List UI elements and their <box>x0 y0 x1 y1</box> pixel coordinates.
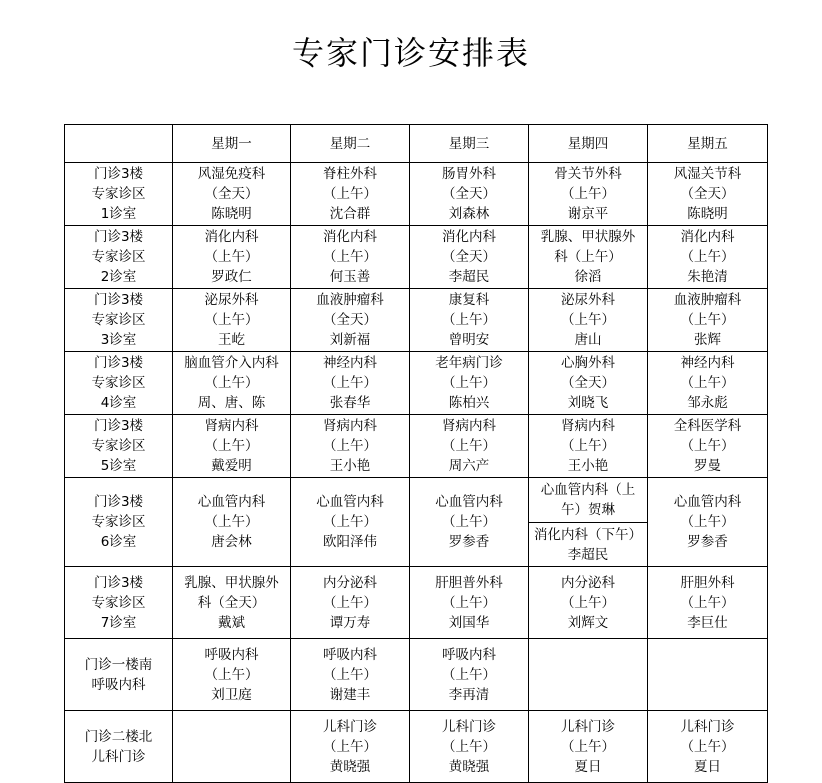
clinic-line: 神经内科 <box>323 355 377 371</box>
clinic-cell <box>173 163 291 226</box>
clinic-line: （上午） <box>680 738 735 755</box>
clinic-line: （上午） <box>323 666 377 683</box>
clinic-cell <box>291 289 410 352</box>
clinic-cell-top <box>529 478 648 523</box>
clinic-line: 肾病内科 <box>561 418 615 434</box>
clinic-line: 消化内科 <box>204 229 259 245</box>
clinic-line: 王屹 <box>218 332 245 348</box>
clinic-line: 午）贺琳 <box>561 502 615 518</box>
clinic-line: （上午） <box>204 438 259 454</box>
clinic-line: 呼吸内科 <box>204 646 259 663</box>
clinic-line: 王小艳 <box>567 458 609 474</box>
room-line: 门诊二楼北 <box>84 728 153 745</box>
clinic-cell <box>291 711 410 783</box>
clinic-line: 邹永彪 <box>687 395 728 411</box>
clinic-line: 泌尿外科 <box>561 292 615 308</box>
clinic-line: 康复科 <box>448 292 490 308</box>
clinic-line: （全天） <box>561 375 615 391</box>
room-line: 5诊室 <box>100 458 137 474</box>
room-cell <box>65 639 173 711</box>
clinic-line: （上午） <box>442 738 496 755</box>
clinic-cell <box>291 163 410 226</box>
clinic-cell <box>410 352 529 415</box>
room-line: 门诊3楼 <box>93 292 144 308</box>
clinic-cell <box>291 226 410 289</box>
clinic-line: 肝胆普外科 <box>435 574 503 591</box>
clinic-line: 刘卫庭 <box>211 686 252 703</box>
clinic-line: 刘森林 <box>448 206 490 222</box>
clinic-line: 沈合群 <box>329 206 371 222</box>
clinic-line: 呼吸内科 <box>442 646 496 663</box>
clinic-line: 刘新福 <box>329 332 371 348</box>
clinic-line: 罗曼 <box>694 458 721 474</box>
clinic-cell <box>529 639 648 711</box>
clinic-line: 消化内科 <box>442 229 496 245</box>
clinic-line: 肾病内科 <box>323 418 377 434</box>
clinic-line: 神经内科 <box>680 355 735 371</box>
clinic-line: （上午） <box>680 249 735 265</box>
clinic-cell <box>173 567 291 639</box>
room-cell <box>65 226 173 289</box>
clinic-cell <box>410 567 529 639</box>
clinic-line: 陈晓明 <box>211 206 252 222</box>
clinic-line: 李超民 <box>567 546 609 563</box>
clinic-cell <box>410 639 529 711</box>
clinic-cell <box>291 567 410 639</box>
clinic-line: （全天） <box>442 249 496 265</box>
clinic-line: （上午） <box>561 186 615 202</box>
clinic-line: 乳腺、甲状腺外 <box>184 574 279 591</box>
clinic-line: 老年病门诊 <box>435 355 503 371</box>
room-line: 4诊室 <box>100 395 137 411</box>
clinic-line: （上午） <box>561 594 615 611</box>
clinic-cell <box>648 639 768 711</box>
clinic-line: （上午） <box>442 438 496 454</box>
clinic-cell <box>173 415 291 478</box>
clinic-line: （上午） <box>323 514 377 530</box>
clinic-cell <box>173 711 291 783</box>
schedule-row <box>65 226 768 289</box>
clinic-line: （上午） <box>561 312 615 328</box>
clinic-line: 曾明安 <box>448 332 490 348</box>
clinic-line: 风湿关节科 <box>673 166 742 182</box>
clinic-line: （上午） <box>323 738 377 755</box>
room-line: 门诊3楼 <box>93 355 144 371</box>
clinic-line: 王小艳 <box>329 458 371 474</box>
clinic-line: （上午） <box>204 514 259 530</box>
clinic-cell <box>529 415 648 478</box>
room-line: 专家诊区 <box>91 249 146 265</box>
clinic-line: （上午） <box>323 249 377 265</box>
clinic-line: 骨关节外科 <box>554 166 622 182</box>
room-line: 专家诊区 <box>91 438 146 454</box>
clinic-line: 唐山 <box>574 332 602 348</box>
clinic-line: 刘晓飞 <box>567 395 609 411</box>
clinic-line: 心血管内科 <box>673 494 742 510</box>
clinic-cell <box>291 639 410 711</box>
room-line: 专家诊区 <box>91 312 146 328</box>
clinic-line: 肾病内科 <box>442 418 496 434</box>
clinic-line: 科（全天） <box>197 594 266 611</box>
room-line: 7诊室 <box>100 614 137 631</box>
clinic-line: （全天） <box>442 186 496 202</box>
clinic-line: （上午） <box>323 375 377 391</box>
clinic-line: 张辉 <box>694 332 721 348</box>
clinic-line: 心血管内科 <box>316 494 384 510</box>
clinic-line: 全科医学科 <box>673 418 742 434</box>
clinic-line: 儿科门诊 <box>323 718 377 735</box>
clinic-cell <box>529 711 648 783</box>
clinic-line: 罗政仁 <box>211 269 252 285</box>
room-line: 6诊室 <box>100 534 137 550</box>
clinic-line: （上午） <box>561 438 615 454</box>
clinic-line: （上午） <box>442 375 496 391</box>
clinic-cell <box>648 163 768 226</box>
clinic-cell <box>648 289 768 352</box>
clinic-line: 张春华 <box>329 395 371 411</box>
clinic-line: （上午） <box>442 312 496 328</box>
clinic-line: 谢京平 <box>567 206 609 222</box>
clinic-cell <box>529 567 648 639</box>
clinic-line: 朱艳清 <box>687 269 728 285</box>
clinic-line: （上午） <box>442 666 496 683</box>
page-title: 专家门诊安排表 <box>291 34 530 72</box>
clinic-line: （上午） <box>680 514 735 530</box>
clinic-line: 肠胃外科 <box>442 166 496 182</box>
day-header: 星期一 <box>173 125 291 163</box>
room-line: 专家诊区 <box>91 514 146 530</box>
clinic-line: 李再清 <box>448 686 490 703</box>
clinic-line: 儿科门诊 <box>680 718 735 735</box>
schedule-row <box>65 289 768 352</box>
room-line: 儿科门诊 <box>91 748 146 765</box>
clinic-line: 血液肿瘤科 <box>673 292 742 308</box>
clinic-cell <box>410 711 529 783</box>
clinic-line: 何玉善 <box>329 269 371 285</box>
clinic-cell <box>173 478 291 567</box>
clinic-line: 儿科门诊 <box>442 718 496 735</box>
clinic-line: （上午） <box>680 594 735 611</box>
clinic-line: （上午） <box>442 514 496 530</box>
clinic-line: （上午） <box>680 312 735 328</box>
day-header: 星期三 <box>410 125 529 163</box>
schedule-row <box>65 415 768 478</box>
clinic-line: （上午） <box>204 312 259 328</box>
room-line: 门诊3楼 <box>93 166 144 182</box>
clinic-line: 心胸外科 <box>561 355 615 371</box>
clinic-cell <box>291 415 410 478</box>
clinic-cell <box>410 289 529 352</box>
clinic-line: 唐会林 <box>211 534 252 550</box>
room-line: 门诊一楼南 <box>84 656 153 673</box>
clinic-line: 呼吸内科 <box>323 646 377 663</box>
clinic-line: （上午） <box>442 594 496 611</box>
clinic-line: 脑血管介入内科 <box>184 355 279 371</box>
clinic-line: （上午） <box>204 666 259 683</box>
clinic-line: 风湿免疫科 <box>197 166 266 182</box>
clinic-cell <box>291 478 410 567</box>
clinic-cell <box>529 163 648 226</box>
room-cell <box>65 289 173 352</box>
clinic-line: （上午） <box>680 375 735 391</box>
room-line: 呼吸内科 <box>91 676 146 693</box>
clinic-cell <box>648 711 768 783</box>
room-line: 专家诊区 <box>91 594 146 611</box>
day-header: 星期四 <box>529 125 648 163</box>
clinic-line: 李超民 <box>448 269 490 285</box>
clinic-line: 内分泌科 <box>323 574 377 591</box>
clinic-cell <box>173 289 291 352</box>
clinic-cell <box>173 352 291 415</box>
room-line: 门诊3楼 <box>93 574 144 591</box>
day-header: 星期五 <box>648 125 768 163</box>
clinic-line: （全天） <box>204 186 259 202</box>
clinic-line: （全天） <box>323 312 377 328</box>
room-line: 门诊3楼 <box>93 229 144 245</box>
clinic-cell <box>648 415 768 478</box>
room-line: 门诊3楼 <box>93 418 144 434</box>
clinic-line: 周、唐、陈 <box>197 395 266 411</box>
clinic-line: 肝胆外科 <box>680 574 735 591</box>
clinic-line: 黄晓强 <box>448 758 490 775</box>
clinic-line: 心血管内科 <box>197 494 266 510</box>
clinic-line: 谢建丰 <box>329 686 371 703</box>
clinic-cell <box>529 352 648 415</box>
clinic-line: 戴爱明 <box>211 458 252 474</box>
clinic-cell-bottom <box>529 523 648 567</box>
room-line: 门诊3楼 <box>93 494 144 510</box>
room-cell <box>65 415 173 478</box>
clinic-line: 夏日 <box>574 758 602 775</box>
clinic-line: （全天） <box>680 186 735 202</box>
schedule-row <box>65 711 768 783</box>
room-line: 3诊室 <box>100 332 137 348</box>
clinic-line: 戴斌 <box>218 614 245 631</box>
clinic-line: 徐滔 <box>574 269 602 285</box>
clinic-line: 谭万寿 <box>329 614 371 631</box>
clinic-line: 陈晓明 <box>687 206 728 222</box>
clinic-cell <box>648 226 768 289</box>
clinic-line: 黄晓强 <box>329 758 371 775</box>
schedule-row <box>65 163 768 226</box>
clinic-cell <box>529 226 648 289</box>
clinic-line: 消化内科（下午） <box>534 526 642 543</box>
clinic-line: （上午） <box>323 594 377 611</box>
clinic-line: 科（上午） <box>554 249 622 265</box>
clinic-line: 心血管内科（上 <box>540 482 636 498</box>
schedule-row <box>65 639 768 711</box>
schedule-row <box>65 567 768 639</box>
clinic-line: 消化内科 <box>323 229 377 245</box>
clinic-cell <box>173 639 291 711</box>
clinic-line: （上午） <box>204 249 259 265</box>
corner-cell <box>65 125 173 163</box>
clinic-line: 乳腺、甲状腺外 <box>540 229 636 245</box>
clinic-line: （上午） <box>561 738 615 755</box>
clinic-cell <box>648 478 768 567</box>
clinic-cell <box>410 163 529 226</box>
clinic-cell <box>291 352 410 415</box>
clinic-line: 罗参香 <box>687 534 728 550</box>
clinic-line: 夏日 <box>694 758 721 775</box>
clinic-cell <box>529 289 648 352</box>
clinic-line: 肾病内科 <box>204 418 259 434</box>
clinic-line: 消化内科 <box>680 229 735 245</box>
room-line: 2诊室 <box>100 269 137 285</box>
schedule-row <box>65 352 768 415</box>
room-cell <box>65 478 173 567</box>
room-cell <box>65 711 173 783</box>
clinic-line: 心血管内科 <box>435 494 503 510</box>
clinic-cell <box>410 415 529 478</box>
clinic-line: 儿科门诊 <box>561 718 615 735</box>
clinic-line: 刘国华 <box>448 614 490 631</box>
header-row <box>65 125 768 163</box>
clinic-line: 罗参香 <box>448 534 490 550</box>
clinic-line: （上午） <box>323 186 377 202</box>
clinic-line: 内分泌科 <box>561 574 615 591</box>
room-line: 专家诊区 <box>91 375 146 391</box>
clinic-cell <box>410 226 529 289</box>
clinic-line: 刘辉文 <box>567 614 609 631</box>
room-cell <box>65 567 173 639</box>
clinic-line: 脊柱外科 <box>323 166 377 182</box>
room-cell <box>65 163 173 226</box>
clinic-line: 欧阳泽伟 <box>323 534 377 550</box>
clinic-cell <box>648 352 768 415</box>
clinic-line: （上午） <box>204 375 259 391</box>
schedule-row <box>65 478 768 523</box>
clinic-cell <box>410 478 529 567</box>
clinic-line: 周六产 <box>448 458 490 474</box>
clinic-line: （上午） <box>323 438 377 454</box>
clinic-line: 李巨仕 <box>687 614 728 631</box>
room-cell <box>65 352 173 415</box>
clinic-cell <box>173 226 291 289</box>
clinic-line: 泌尿外科 <box>204 292 259 308</box>
schedule-table <box>64 124 768 783</box>
day-header: 星期二 <box>291 125 410 163</box>
clinic-cell <box>648 567 768 639</box>
clinic-line: 陈柏兴 <box>448 395 490 411</box>
room-line: 1诊室 <box>100 206 137 222</box>
room-line: 专家诊区 <box>91 186 146 202</box>
clinic-line: 血液肿瘤科 <box>316 292 384 308</box>
clinic-line: （上午） <box>680 438 735 454</box>
